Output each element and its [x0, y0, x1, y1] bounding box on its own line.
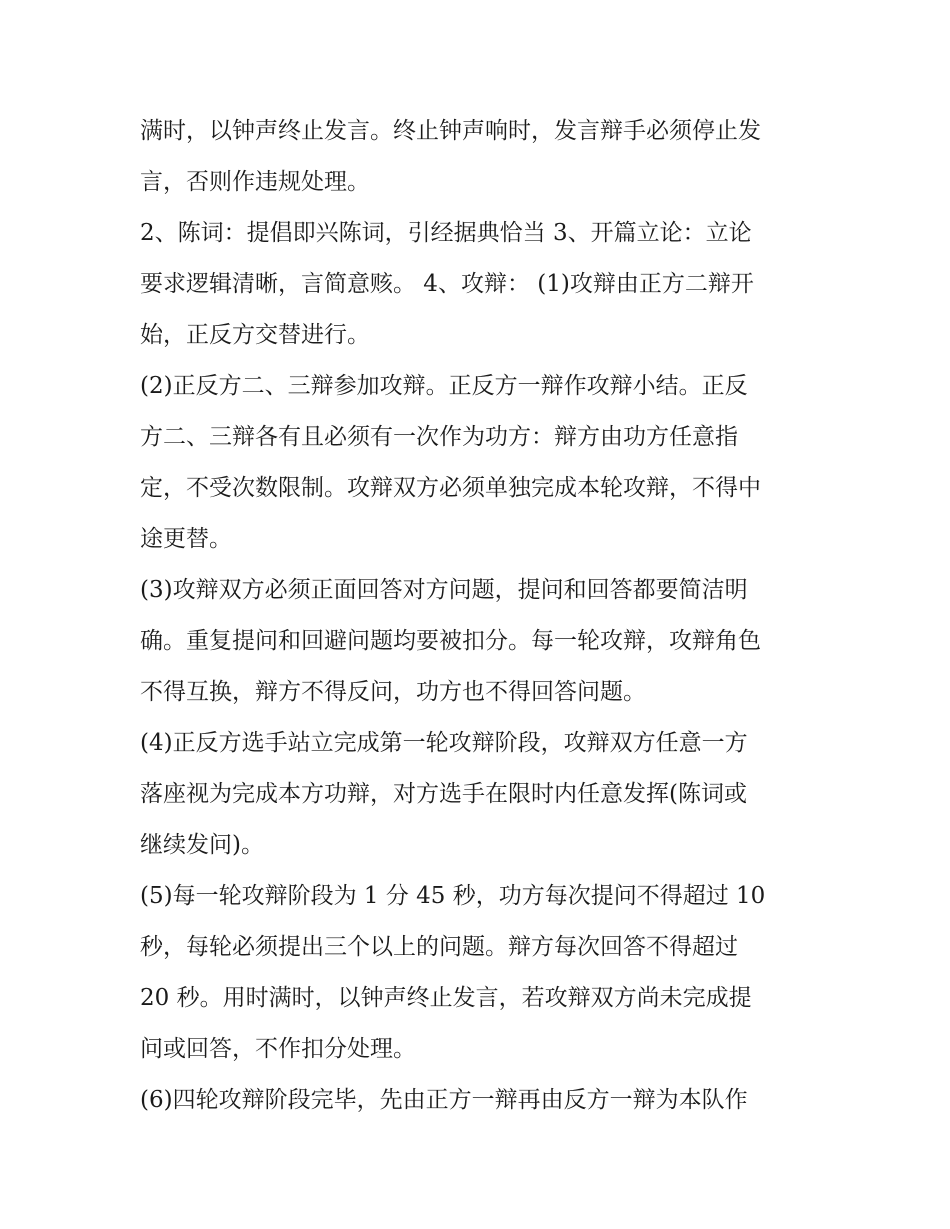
text-line: 确。重复提问和回避问题均要被扣分。每一轮攻辩，攻辩角色 [140, 628, 761, 654]
text-line: (2)正反方二、三辩参加攻辩。正反方一辩作攻辩小结。正反 [140, 373, 748, 399]
text-line: 始，正反方交替进行。 [140, 322, 370, 348]
document-body [140, 106, 820, 1126]
text-line: 2、陈词：提倡即兴陈词，引经据典恰当 3、开篇立论：立论 [140, 220, 752, 246]
text-line: 不得互换，辩方不得反问，功方也不得回答问题。 [140, 679, 646, 705]
text-line: 途更替。 [140, 526, 232, 552]
text-line: 方二、三辩各有且必须有一次作为功方：辩方由功方任意指 [140, 424, 738, 450]
text-line: 满时，以钟声终止发言。终止钟声响时，发言辩手必须停止发 [140, 118, 761, 144]
text-line: (6)四轮攻辩阶段完毕，先由正方一辩再由反方一辩为本队作 [140, 1087, 748, 1113]
text-line: 言，否则作违规处理。 [140, 169, 370, 195]
text-line: 要求逻辑清晰，言简意赅。 4、攻辩： (1)攻辩由正方二辩开 [140, 271, 754, 297]
text-line: 秒，每轮必须提出三个以上的问题。辩方每次回答不得超过 [140, 934, 738, 960]
text-line: 落座视为完成本方功辩，对方选手在限时内任意发挥(陈词或 [140, 781, 747, 807]
text-line: (3)攻辩双方必须正面回答对方问题，提问和回答都要简洁明 [140, 577, 748, 603]
text-line: (5)每一轮攻辩阶段为 1 分 45 秒，功方每次提问不得超过 10 [140, 883, 766, 909]
text-line: 定，不受次数限制。攻辩双方必须单独完成本轮攻辩，不得中 [140, 475, 761, 501]
text-line: (4)正反方选手站立完成第一轮攻辩阶段，攻辩双方任意一方 [140, 730, 748, 756]
text-line: 继续发问)。 [140, 832, 264, 858]
text-line: 20 秒。用时满时，以钟声终止发言，若攻辩双方尚未完成提 [140, 985, 752, 1011]
text-line: 问或回答，不作扣分处理。 [140, 1036, 416, 1062]
